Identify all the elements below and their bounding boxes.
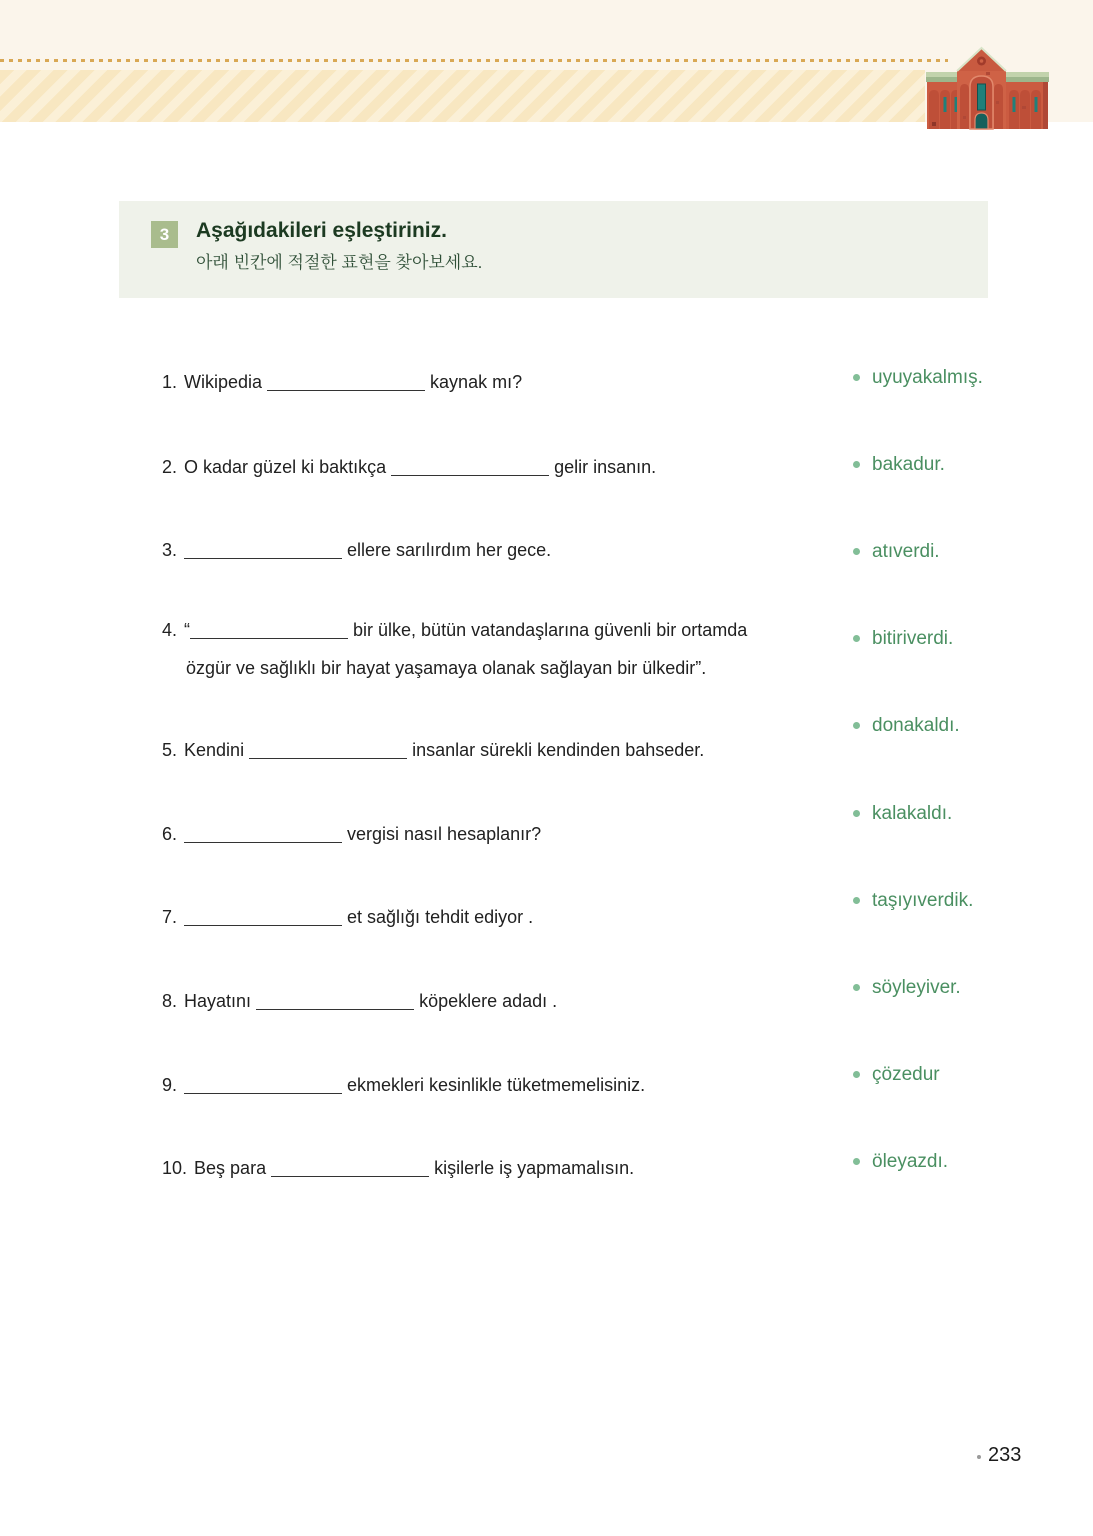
bullet-icon [853,984,860,991]
question-number: 4. [162,620,178,640]
answer-word: bakadur. [872,454,945,475]
exercise-number-badge: 3 [151,221,178,248]
answer-option[interactable] [853,540,940,564]
bullet-icon [853,810,860,817]
answer-blank-line[interactable] [184,925,342,926]
question-item [162,1066,862,1104]
question-text-after-blank: kişilerle iş yapmamalısın. [429,1158,635,1178]
answer-option[interactable] [853,1150,948,1174]
answer-word: öleyazdı. [872,1151,949,1172]
answer-word: atıverdi. [872,541,940,562]
bullet-icon [853,897,860,904]
dotted-divider [0,59,948,62]
answer-option[interactable] [853,976,961,1000]
answer-word: uyuyakalmış. [872,367,983,388]
question-text-after-blank: gelir insanın. [549,457,657,477]
answer-blank-line[interactable] [256,1009,414,1010]
question-item [162,898,862,936]
answer-word: çözedur [872,1064,940,1085]
question-text-after-blank: köpeklere adadı . [414,991,558,1011]
answer-blank-line[interactable] [184,1093,342,1094]
answer-option[interactable] [853,889,973,913]
answer-option[interactable] [853,453,945,477]
question-text-before-blank: Hayatını [184,991,257,1011]
question-number: 3. [162,540,178,560]
question-text-after-blank: ekmekleri kesinlikle tüketmemelisiniz. [342,1075,646,1095]
answer-option[interactable] [853,714,960,738]
question-item [162,611,862,687]
answer-option[interactable] [853,1063,940,1087]
answer-option[interactable] [853,366,983,390]
question-text-after-blank: insanlar sürekli kendinden bahseder. [407,740,705,760]
answer-word: söyleyiver. [872,977,961,998]
bullet-icon [853,548,860,555]
question-text-after-blank: bir ülke, bütün vatandaşlarına güvenli bir ortamda [348,620,748,640]
question-text-after-blank: ellere sarılırdım her gece. [342,540,552,560]
question-item [162,363,862,401]
question-text-before-blank: “ [184,620,191,640]
question-number: 10. [162,1158,188,1178]
answer-blank-line[interactable] [271,1176,429,1177]
bullet-icon [853,635,860,642]
question-item [162,1149,862,1187]
bullet-icon [853,722,860,729]
question-text-before-blank: Wikipedia [184,372,268,392]
answer-option[interactable] [853,627,953,651]
bullet-icon [853,1071,860,1078]
question-number: 5. [162,740,178,760]
answer-word: donakaldı. [872,715,960,736]
answer-blank-line[interactable] [184,558,342,559]
bullet-icon [853,374,860,381]
answer-blank-line[interactable] [391,475,549,476]
question-number: 7. [162,907,178,927]
question-text-after-blank: vergisi nasıl hesaplanır? [342,824,542,844]
question-number: 2. [162,457,178,477]
question-number: 9. [162,1075,178,1095]
answer-option[interactable] [853,802,952,826]
exercise-subtitle-korean: 아래 빈칸에 적절한 표현을 찾아보세요. [196,253,483,272]
question-text-after-blank: kaynak mı? [425,372,523,392]
answer-blank-line[interactable] [267,390,425,391]
answer-word: bitiriverdi. [872,628,954,649]
page-number-dot [977,1455,981,1459]
answer-blank-line[interactable] [249,758,407,759]
question-text-before-blank: Beş para [194,1158,272,1178]
question-item [162,731,862,769]
question-second-line: özgür ve sağlıklı bir hayat yaşamaya olanak sağlayan bir ülkedir”. [186,658,707,678]
striped-yellow-band [0,70,925,122]
question-item [162,815,862,853]
question-text-before-blank: Kendini [184,740,250,760]
bullet-icon [853,461,860,468]
page-number: 233 [988,1444,1022,1466]
answer-blank-line[interactable] [184,842,342,843]
question-number: 8. [162,991,178,1011]
question-number: 6. [162,824,178,844]
question-number: 1. [162,372,178,392]
question-item [162,982,862,1020]
exercise-title: Aşağıdakileri eşleştiriniz. [196,219,447,242]
question-item [162,531,862,569]
answer-word: kalakaldı. [872,803,953,824]
exercise-header-box [119,201,988,298]
answer-word: taşıyıverdik. [872,890,974,911]
question-text-after-blank: et sağlığı tehdit ediyor . [342,907,534,927]
question-text-before-blank: O kadar güzel ki baktıkça [184,457,392,477]
answer-blank-line[interactable] [190,638,348,639]
question-item [162,448,862,486]
cathedral-building-icon [926,46,1049,130]
bullet-icon [853,1158,860,1165]
